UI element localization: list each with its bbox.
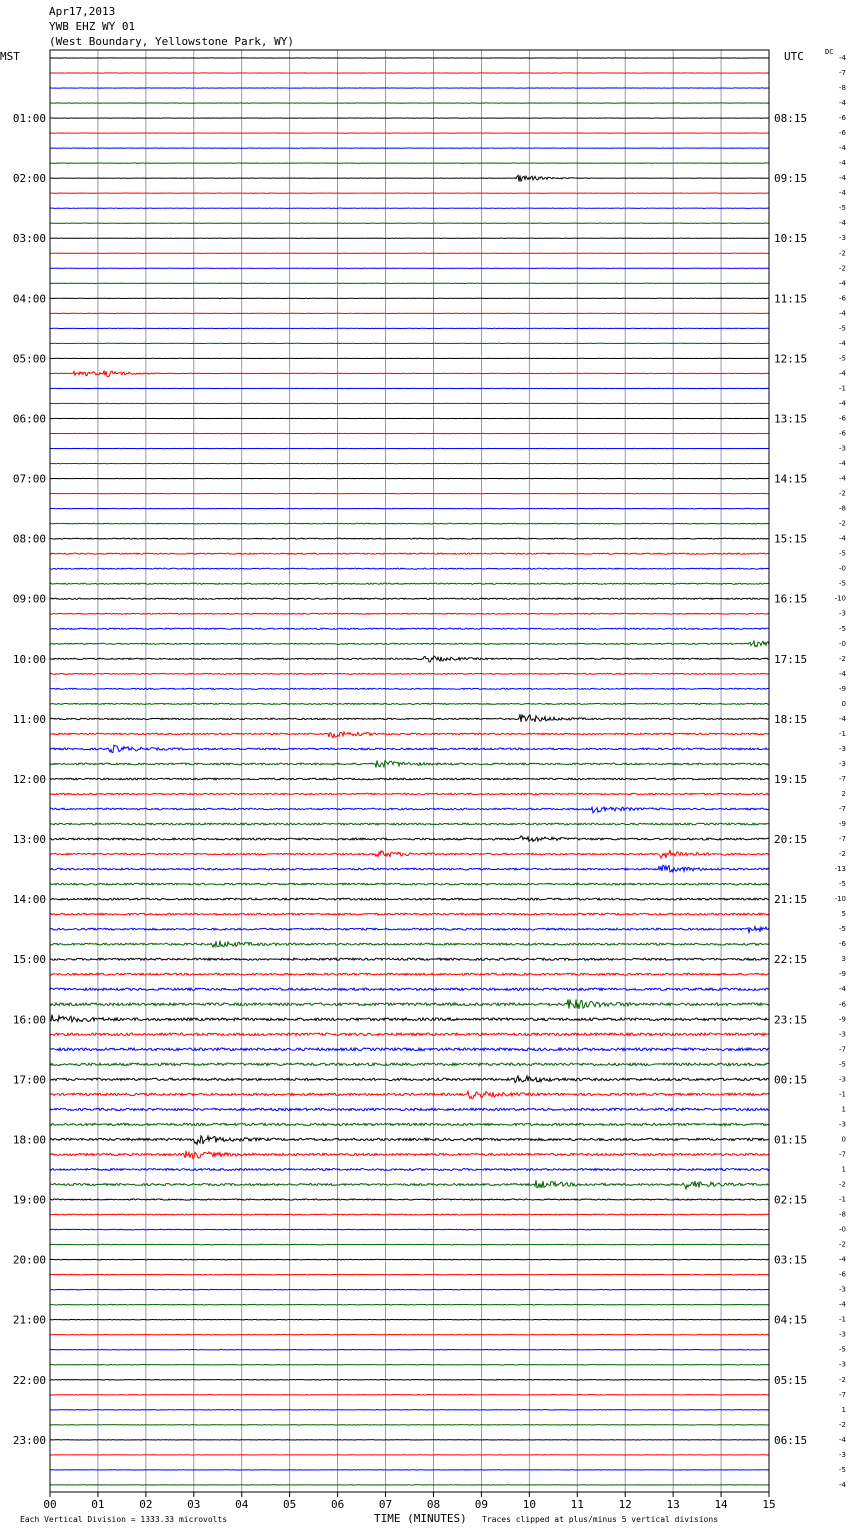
trace-line xyxy=(50,807,769,813)
x-tick-label: 05 xyxy=(283,1498,297,1511)
dc-offset-value: -3 xyxy=(839,1285,846,1294)
x-tick-label: 10 xyxy=(522,1498,536,1511)
hour-label-utc: 18:15 xyxy=(774,712,808,726)
dc-offset-value: -4 xyxy=(839,399,846,408)
dc-offset-value: -7 xyxy=(839,1390,846,1399)
x-tick-label: 06 xyxy=(330,1498,345,1511)
trace-line xyxy=(50,1304,769,1305)
hour-label-utc: 04:15 xyxy=(774,1313,808,1327)
trace-line xyxy=(50,1259,769,1260)
trace-line xyxy=(50,523,769,524)
dc-offset-value: -4 xyxy=(839,459,846,468)
dc-offset-value: -4 xyxy=(839,279,846,288)
dc-offset-value: -9 xyxy=(839,684,846,693)
dc-offset-value: -2 xyxy=(839,1420,846,1429)
x-axis-title: TIME (MINUTES) xyxy=(374,1512,467,1525)
hour-label-mst: 20:00 xyxy=(12,1253,46,1267)
hour-label-utc: 12:15 xyxy=(774,352,808,366)
dc-offset-value: -5 xyxy=(839,324,846,333)
hour-label-utc: 02:15 xyxy=(774,1193,808,1207)
trace-line xyxy=(50,175,769,181)
dc-offset-label: DC xyxy=(825,48,834,56)
dc-offset-value: -0 xyxy=(839,1225,846,1234)
dc-offset-value: -4 xyxy=(839,669,846,678)
x-tick-label: 14 xyxy=(714,1498,728,1511)
hour-label-mst: 04:00 xyxy=(12,292,46,306)
trace-line xyxy=(50,927,769,934)
dc-offset-value: -4 xyxy=(839,309,846,318)
dc-offset-value: -6 xyxy=(839,940,846,949)
dc-offset-value: -3 xyxy=(839,1030,846,1039)
station-location: (West Boundary, Yellowstone Park, WY) xyxy=(49,35,295,48)
trace-line xyxy=(50,1274,769,1275)
dc-offset-value: -5 xyxy=(839,204,846,213)
hour-label-utc: 05:15 xyxy=(774,1373,808,1387)
dc-offset-value: -4 xyxy=(839,534,846,543)
hour-label-utc: 19:15 xyxy=(774,772,808,786)
dc-offset-value: -4 xyxy=(839,474,846,483)
dc-offset-value: -9 xyxy=(839,820,846,829)
dc-offset-value: -5 xyxy=(839,624,846,633)
trace-line xyxy=(50,778,769,780)
plot-date: Apr17,2013 xyxy=(49,5,116,18)
hour-label-mst: 15:00 xyxy=(12,953,46,967)
trace-line xyxy=(50,568,769,569)
dc-offset-value: -5 xyxy=(839,579,846,588)
trace-line xyxy=(50,898,769,900)
trace-line xyxy=(50,628,769,629)
trace-line xyxy=(50,371,769,377)
trace-line xyxy=(50,1033,769,1036)
hour-label-utc: 21:15 xyxy=(774,893,808,907)
hour-label-mst: 19:00 xyxy=(12,1193,46,1207)
x-tick-label: 08 xyxy=(426,1498,441,1511)
dc-offset-value: -2 xyxy=(839,519,846,528)
trace-line xyxy=(50,1048,769,1051)
dc-offset-value: -4 xyxy=(839,1435,846,1444)
hour-label-utc: 23:15 xyxy=(774,1013,808,1027)
trace-line xyxy=(50,613,769,614)
dc-offset-value: -1 xyxy=(839,1195,846,1204)
dc-offset-value: -6 xyxy=(839,294,846,303)
dc-offset-value: -7 xyxy=(839,835,846,844)
dc-offset-value: -8 xyxy=(839,1210,846,1219)
trace-line xyxy=(50,958,769,960)
trace-line xyxy=(50,988,769,990)
dc-offset-value: -3 xyxy=(839,444,846,453)
trace-line xyxy=(50,641,769,647)
trace-line xyxy=(50,850,769,858)
dc-offset-value: -6 xyxy=(839,1000,846,1009)
dc-offset-value: -2 xyxy=(839,654,846,663)
trace-line xyxy=(50,1076,769,1083)
hour-label-utc: 13:15 xyxy=(774,412,808,426)
x-tick-label: 12 xyxy=(618,1498,632,1511)
station-code: YWB EHZ WY 01 xyxy=(49,20,136,33)
dc-offset-value: -5 xyxy=(839,880,846,889)
dc-offset-value: 0 xyxy=(841,1135,846,1144)
dc-offset-value: -0 xyxy=(839,564,846,573)
dc-offset-value: -4 xyxy=(839,985,846,994)
dc-offset-value: -4 xyxy=(839,54,846,62)
right-timezone-label: UTC xyxy=(784,50,804,63)
dc-offset-value: -7 xyxy=(839,1045,846,1054)
trace-line xyxy=(50,553,769,554)
x-tick-label: 00 xyxy=(43,1498,57,1511)
hour-label-utc: 00:15 xyxy=(774,1073,808,1087)
dc-offset-value: -0 xyxy=(839,639,846,648)
vertical-scale-note: Each Vertical Division = 1333.33 microvolts xyxy=(20,1515,228,1524)
x-tick-label: 02 xyxy=(139,1498,153,1511)
hour-label-mst: 22:00 xyxy=(12,1373,46,1387)
dc-offset-value: -6 xyxy=(839,414,846,423)
dc-offset-value: -4 xyxy=(839,189,846,198)
clipping-note: Traces clipped at plus/minus 5 vertical divisions xyxy=(482,1515,719,1524)
dc-offset-value: -3 xyxy=(839,1360,846,1369)
trace-line xyxy=(50,1108,769,1110)
dc-offset-value: -2 xyxy=(839,249,846,258)
trace-line xyxy=(50,793,769,795)
x-tick-label: 09 xyxy=(474,1498,489,1511)
dc-offset-value: -6 xyxy=(839,114,846,123)
hour-label-utc: 01:15 xyxy=(774,1133,808,1147)
dc-offset-value: -3 xyxy=(839,1120,846,1129)
trace-line xyxy=(50,1199,769,1200)
trace-line xyxy=(50,1091,769,1098)
hour-label-utc: 14:15 xyxy=(774,472,808,486)
dc-offset-value: 1 xyxy=(841,1405,846,1414)
dc-offset-value: 2 xyxy=(841,789,846,798)
hour-label-mst: 09:00 xyxy=(12,592,46,606)
x-tick-label: 07 xyxy=(378,1498,393,1511)
trace-line xyxy=(50,836,769,842)
trace-line xyxy=(50,823,769,825)
x-tick-label: 13 xyxy=(666,1498,680,1511)
hour-label-mst: 02:00 xyxy=(12,172,46,186)
dc-offset-value: -3 xyxy=(839,1450,846,1459)
dc-offset-value: -2 xyxy=(839,850,846,859)
dc-offset-value: 1 xyxy=(841,1105,846,1114)
dc-offset-value: -4 xyxy=(839,714,846,723)
dc-offset-value: -4 xyxy=(839,159,846,168)
trace-line xyxy=(50,1244,769,1245)
hour-label-mst: 01:00 xyxy=(12,112,46,126)
hour-label-mst: 12:00 xyxy=(12,772,46,786)
dc-offset-value: -3 xyxy=(839,609,846,618)
dc-offset-value: -1 xyxy=(839,1315,846,1324)
hour-label-utc: 10:15 xyxy=(774,232,808,246)
trace-line xyxy=(50,583,769,584)
trace-line xyxy=(50,688,769,689)
dc-offset-value: -1 xyxy=(839,1090,846,1099)
dc-offset-value: -5 xyxy=(839,925,846,934)
x-tick-label: 01 xyxy=(91,1498,105,1511)
trace-line xyxy=(50,1123,769,1125)
hour-label-utc: 15:15 xyxy=(774,532,808,546)
hour-label-mst: 07:00 xyxy=(12,472,46,486)
axis-labels xyxy=(13,54,847,1511)
trace-line xyxy=(50,1015,769,1022)
dc-offset-value: -2 xyxy=(839,1375,846,1384)
dc-offset-value: -7 xyxy=(839,69,846,78)
x-tick-label: 04 xyxy=(235,1498,249,1511)
trace-line xyxy=(50,538,769,539)
trace-line xyxy=(50,1151,769,1159)
dc-offset-value: -6 xyxy=(839,1270,846,1279)
dc-offset-value: -1 xyxy=(839,384,846,393)
dc-offset-value: -4 xyxy=(839,1300,846,1309)
dc-offset-value: -3 xyxy=(839,1330,846,1339)
trace-line xyxy=(50,745,769,752)
hour-label-utc: 16:15 xyxy=(774,592,808,606)
trace-line xyxy=(50,760,769,767)
dc-offset-value: -7 xyxy=(839,1150,846,1159)
trace-line xyxy=(50,1168,769,1170)
dc-offset-value: -4 xyxy=(839,369,846,378)
hour-label-utc: 11:15 xyxy=(774,292,808,306)
hour-label-mst: 05:00 xyxy=(12,352,46,366)
dc-offset-value: -4 xyxy=(839,144,846,153)
hour-label-utc: 03:15 xyxy=(774,1253,808,1267)
trace-line xyxy=(50,598,769,599)
trace-line xyxy=(50,1180,769,1189)
trace-line xyxy=(50,973,769,975)
dc-offset-value: -3 xyxy=(839,234,846,243)
x-tick-label: 11 xyxy=(570,1498,584,1511)
plot-frame xyxy=(50,50,769,1492)
dc-offset-value: -6 xyxy=(839,429,846,438)
x-tick-label: 03 xyxy=(187,1498,201,1511)
dc-offset-value: -2 xyxy=(839,489,846,498)
dc-offset-value: -4 xyxy=(839,1255,846,1264)
dc-offset-value: 0 xyxy=(841,699,846,708)
hour-label-mst: 03:00 xyxy=(12,232,46,246)
dc-offset-value: -5 xyxy=(839,354,846,363)
trace-line xyxy=(50,1136,769,1145)
dc-offset-value: -3 xyxy=(839,1075,846,1084)
trace-line xyxy=(50,732,769,738)
dc-offset-value: -3 xyxy=(839,759,846,768)
dc-offset-value: -3 xyxy=(839,744,846,753)
hour-label-utc: 20:15 xyxy=(774,833,808,847)
x-tick-label: 15 xyxy=(762,1498,776,1511)
hour-label-mst: 16:00 xyxy=(12,1013,46,1027)
dc-offset-value: -13 xyxy=(834,865,846,874)
dc-offset-value: -8 xyxy=(839,84,846,93)
trace-line xyxy=(50,1379,769,1380)
trace-line xyxy=(50,941,769,947)
left-timezone-label: MST xyxy=(0,50,20,63)
trace-line xyxy=(50,656,769,662)
dc-offset-value: -5 xyxy=(839,549,846,558)
hour-label-mst: 08:00 xyxy=(12,532,46,546)
dc-offset-value: -9 xyxy=(839,970,846,979)
hour-label-mst: 18:00 xyxy=(12,1133,46,1147)
trace-line xyxy=(50,883,769,885)
hour-label-utc: 22:15 xyxy=(774,953,808,967)
trace-line xyxy=(50,1229,769,1230)
dc-offset-value: -4 xyxy=(839,174,846,183)
hour-label-utc: 06:15 xyxy=(774,1433,808,1447)
trace-line xyxy=(50,673,769,674)
trace-line xyxy=(50,999,769,1008)
dc-offset-value: -7 xyxy=(839,805,846,813)
hour-label-mst: 10:00 xyxy=(12,652,46,666)
trace-line xyxy=(50,714,769,722)
hour-label-mst: 11:00 xyxy=(12,712,46,726)
trace-line xyxy=(50,865,769,872)
dc-offset-value: 3 xyxy=(841,955,846,964)
dc-offset-value: -5 xyxy=(839,1060,846,1069)
dc-offset-value: -4 xyxy=(839,339,846,348)
hour-label-mst: 06:00 xyxy=(12,412,46,426)
trace-line xyxy=(50,1214,769,1215)
dc-offset-value: -5 xyxy=(839,1345,846,1354)
hour-label-utc: 17:15 xyxy=(774,652,808,666)
hour-label-utc: 09:15 xyxy=(774,172,808,186)
dc-offset-value: -6 xyxy=(839,129,846,138)
dc-offset-value: 1 xyxy=(841,1165,846,1174)
dc-offset-value: -4 xyxy=(839,219,846,228)
hour-label-mst: 23:00 xyxy=(12,1433,46,1447)
dc-offset-value: -7 xyxy=(839,774,846,783)
hour-label-mst: 14:00 xyxy=(12,893,46,907)
dc-offset-value: -1 xyxy=(839,729,846,738)
trace-line xyxy=(50,913,769,915)
trace-line xyxy=(50,703,769,704)
dc-offset-value: -4 xyxy=(839,1480,846,1489)
dc-offset-value: -10 xyxy=(834,895,846,904)
dc-offset-value: 5 xyxy=(841,910,846,919)
dc-offset-value: -4 xyxy=(839,99,846,108)
dc-offset-value: -2 xyxy=(839,264,846,273)
dc-offset-value: -9 xyxy=(839,1015,846,1024)
seismic-traces xyxy=(50,58,769,1485)
dc-offset-value: -5 xyxy=(839,1465,846,1474)
trace-line xyxy=(50,1063,769,1066)
hour-label-mst: 17:00 xyxy=(12,1073,46,1087)
dc-offset-value: -10 xyxy=(834,594,846,603)
time-gridlines xyxy=(98,50,721,1492)
trace-line xyxy=(50,1289,769,1290)
dc-offset-value: -8 xyxy=(839,504,846,513)
dc-offset-value: -2 xyxy=(839,1240,846,1249)
hour-label-utc: 08:15 xyxy=(774,112,808,126)
dc-offset-value: -2 xyxy=(839,1180,846,1189)
hour-label-mst: 13:00 xyxy=(12,833,46,847)
hour-label-mst: 21:00 xyxy=(12,1313,46,1327)
